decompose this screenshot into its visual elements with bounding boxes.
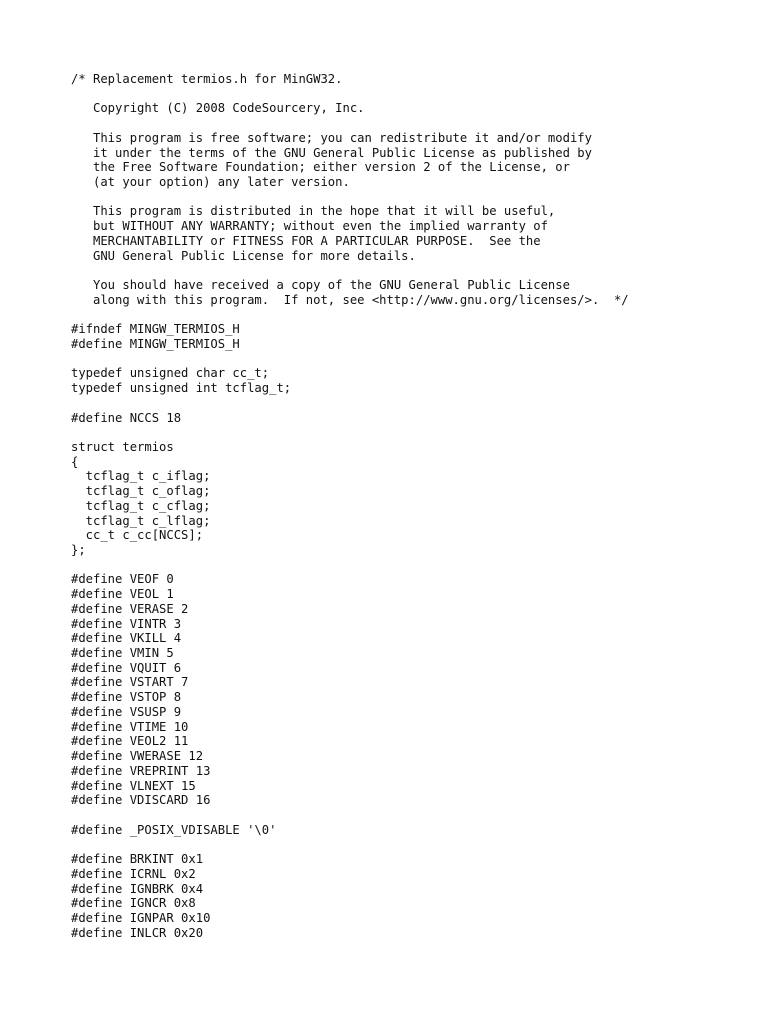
code-line: #define VTIME 10 <box>71 719 189 734</box>
code-line <box>71 837 629 852</box>
code-line: struct termios <box>71 439 174 454</box>
source-code-block <box>71 72 629 940</box>
code-line <box>71 190 629 205</box>
code-line: #define VSUSP 9 <box>71 704 182 719</box>
code-line: typedef unsigned int tcflag_t; <box>71 381 292 396</box>
code-line: the Free Software Foundation; either version 2 of the License, or <box>71 160 570 175</box>
code-line: it under the terms of the GNU General Public License as published by <box>71 145 592 160</box>
code-line: { <box>71 454 79 469</box>
code-line <box>71 558 629 573</box>
code-line: #define VEOL2 11 <box>71 734 189 749</box>
code-line: #define NCCS 18 <box>71 410 182 425</box>
code-line: #define MINGW_TERMIOS_H <box>71 336 240 351</box>
code-line: You should have received a copy of the GNU General Public License <box>71 278 570 293</box>
code-line <box>71 425 629 440</box>
code-line <box>71 116 629 131</box>
code-line: GNU General Public License for more details. <box>71 248 416 263</box>
code-line: #define VKILL 4 <box>71 631 182 646</box>
code-line <box>71 308 629 323</box>
code-line: but WITHOUT ANY WARRANTY; without even the implied warranty of <box>71 219 548 234</box>
code-line: /* Replacement termios.h for MinGW32. <box>71 72 343 86</box>
code-line: This program is distributed in the hope that it will be useful, <box>71 204 556 219</box>
code-line: #define VERASE 2 <box>71 601 189 616</box>
code-line: along with this program. If not, see <http://www.gnu.org/licenses/>. */ <box>71 292 629 307</box>
code-line: (at your option) any later version. <box>71 175 350 190</box>
code-line: #define VDISCARD 16 <box>71 793 211 808</box>
code-line: tcflag_t c_cflag; <box>71 498 211 513</box>
code-line <box>71 808 629 823</box>
code-line: #define VQUIT 6 <box>71 660 182 675</box>
code-line: #define _POSIX_VDISABLE '\0' <box>71 822 277 837</box>
code-line <box>71 396 629 411</box>
code-line: #define VSTART 7 <box>71 675 189 690</box>
code-line: #define BRKINT 0x1 <box>71 852 204 867</box>
code-line: #define IGNBRK 0x4 <box>71 881 204 896</box>
code-line: tcflag_t c_iflag; <box>71 469 211 484</box>
code-line: #define VEOF 0 <box>71 572 174 587</box>
code-line: #define VLNEXT 15 <box>71 778 196 793</box>
code-line: This program is free software; you can redistribute it and/or modify <box>71 130 592 145</box>
code-line: #define IGNPAR 0x10 <box>71 910 211 925</box>
code-line: MERCHANTABILITY or FITNESS FOR A PARTICULAR PURPOSE. See the <box>71 233 541 248</box>
code-line: cc_t c_cc[NCCS]; <box>71 528 204 543</box>
code-line <box>71 352 629 367</box>
code-line: tcflag_t c_oflag; <box>71 484 211 499</box>
code-line: #define ICRNL 0x2 <box>71 866 196 881</box>
code-line: #define VREPRINT 13 <box>71 763 211 778</box>
code-line: #define VMIN 5 <box>71 646 174 661</box>
code-line: Copyright (C) 2008 CodeSourcery, Inc. <box>71 101 365 116</box>
code-line: typedef unsigned char cc_t; <box>71 366 270 381</box>
code-line: #define VSTOP 8 <box>71 690 182 705</box>
code-line: #ifndef MINGW_TERMIOS_H <box>71 322 240 337</box>
code-line: #define VEOL 1 <box>71 587 174 602</box>
code-line: #define VWERASE 12 <box>71 749 204 764</box>
code-line <box>71 263 629 278</box>
code-line <box>71 87 629 102</box>
code-line: #define INLCR 0x20 <box>71 925 204 940</box>
code-line: #define VINTR 3 <box>71 616 182 631</box>
code-line: tcflag_t c_lflag; <box>71 513 211 528</box>
code-line: }; <box>71 543 86 557</box>
code-line: #define IGNCR 0x8 <box>71 896 196 911</box>
